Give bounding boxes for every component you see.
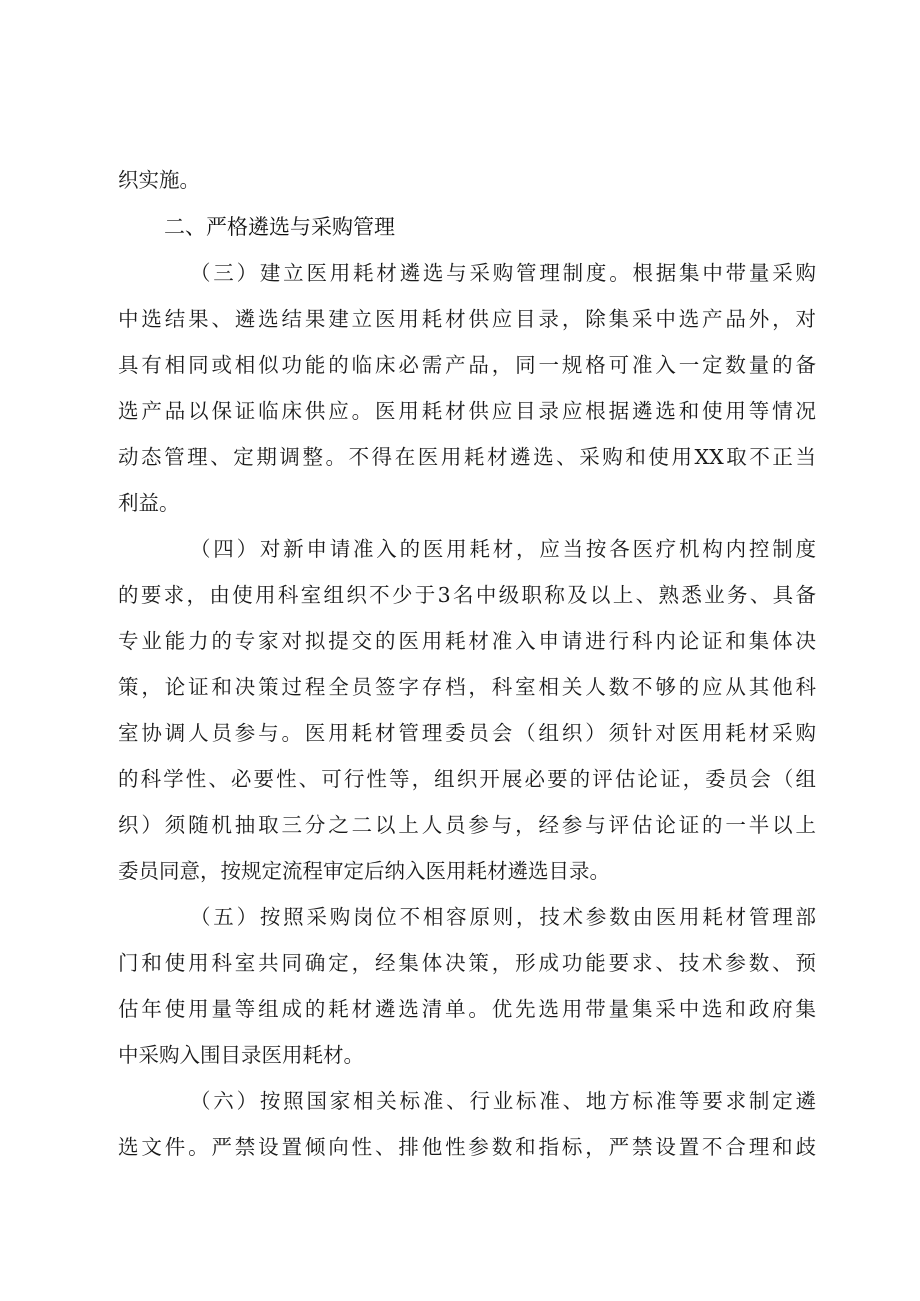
paragraph-4-line-6: 的科学性、必要性、可行性等，组织开展必要的评估论证，委员会（组 [118,767,816,791]
paragraph-4-line-3: 专业能力的专家对拟提交的医用耗材准入申请进行科内论证和集体决 [118,629,816,653]
paragraph-6-line-1: （六）按照国家相关标准、行业标准、地方标准等要求制定遴 [190,1089,816,1113]
paragraph-4-line-5: 室协调人员参与。医用耗材管理委员会（组织）须针对医用耗材采购 [118,721,816,745]
paragraph-3-line-2: 中选结果、遴选结果建立医用耗材供应目录，除集采中选产品外，对 [118,307,816,331]
paragraph-4-line-2: 的要求，由使用科室组织不少于3名中级职称及以上、熟悉业务、具备 [118,583,816,607]
paragraph-3-line-4: 选产品以保证临床供应。医用耗材供应目录应根据遴选和使用等情况 [118,399,816,423]
paragraph-3-line-1: （三）建立医用耗材遴选与采购管理制度。根据集中带量采购 [190,261,816,285]
paragraph-4-line-8: 委员同意，按规定流程审定后纳入医用耗材遴选目录。 [118,859,610,883]
paragraph-6-line-2: 选文件。严禁设置倾向性、排他性参数和指标，严禁设置不合理和歧 [118,1135,816,1159]
paragraph-5-line-1: （五）按照采购岗位不相容原则，技术参数由医用耗材管理部 [190,905,816,929]
paragraph-4-line-4: 策，论证和决策过程全员签字存档，科室相关人数不够的应从其他科 [118,675,816,699]
paragraph-3-line-3: 具有相同或相似功能的临床必需产品，同一规格可准入一定数量的备 [118,353,816,377]
section-heading: 二、严格遴选与采购管理 [164,215,395,239]
paragraph-3-line-6: 利益。 [118,491,180,515]
carryover-line: 织实施。 [118,168,200,192]
paragraph-5-line-4: 中采购入围目录医用耗材。 [118,1043,364,1067]
paragraph-3-line-5: 动态管理、定期调整。不得在医用耗材遴选、采购和使用XX取不正当 [118,445,816,469]
paragraph-5-line-3: 估年使用量等组成的耗材遴选清单。优先选用带量集采中选和政府集 [118,997,816,1021]
paragraph-4-line-1: （四）对新申请准入的医用耗材，应当按各医疗机构内控制度 [190,537,816,561]
paragraph-4-line-7: 织）须随机抽取三分之二以上人员参与，经参与评估论证的一半以上 [118,813,816,837]
paragraph-5-line-2: 门和使用科室共同确定，经集体决策，形成功能要求、技术参数、预 [118,951,816,975]
